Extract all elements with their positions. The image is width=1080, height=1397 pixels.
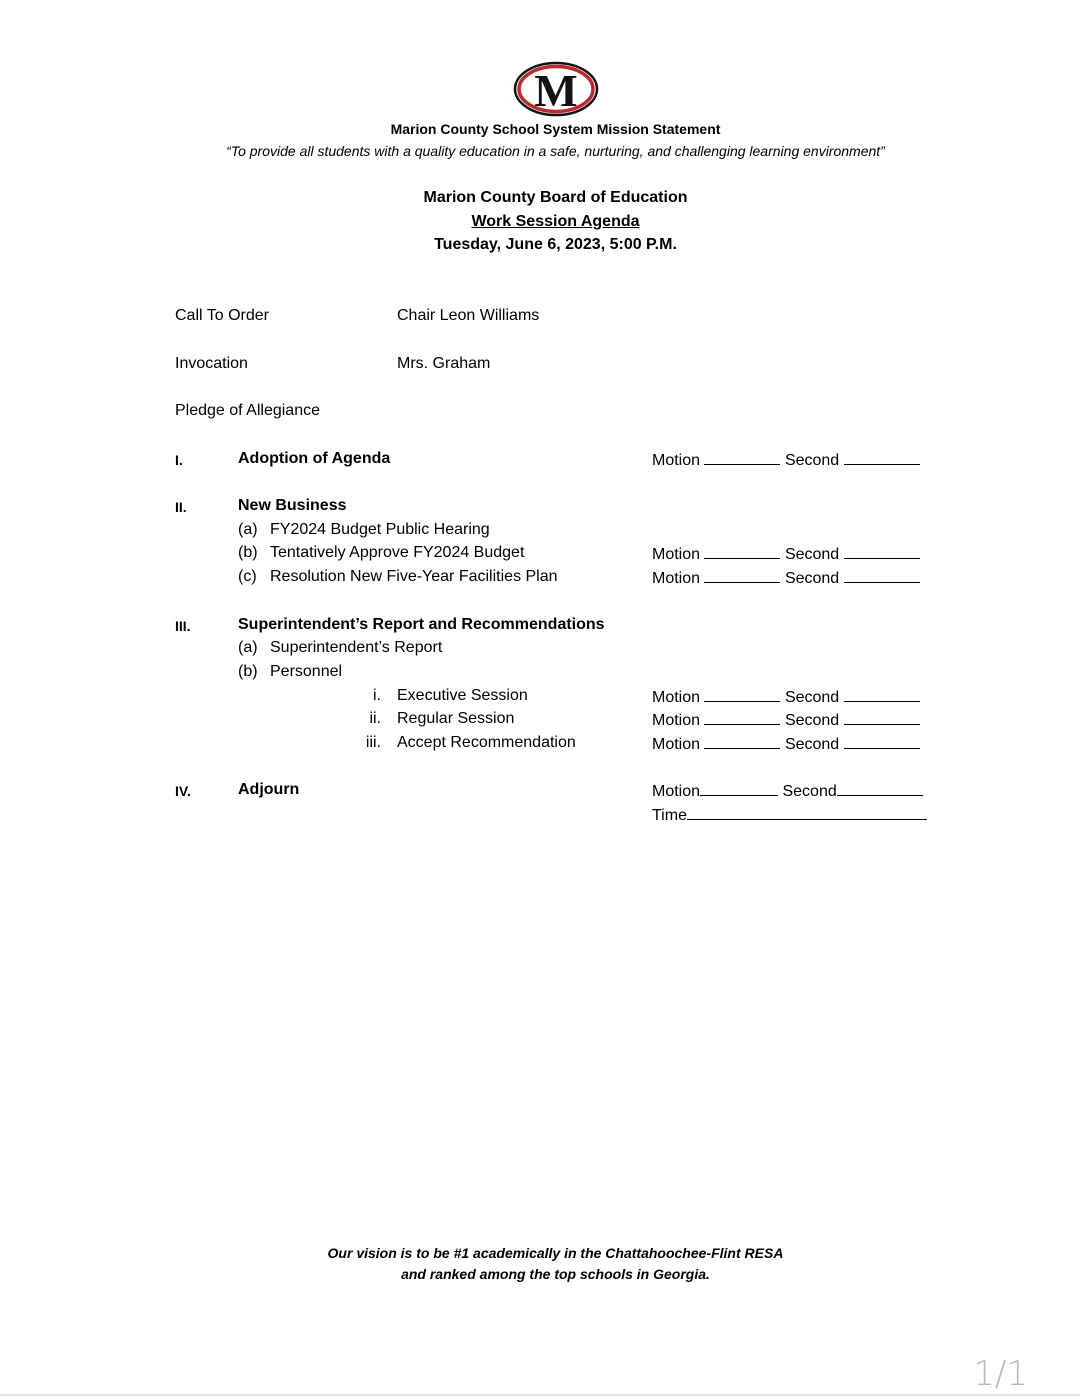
vote-line: Motion Second xyxy=(652,544,920,564)
school-logo xyxy=(513,61,599,117)
subitem-numeral: ii. xyxy=(369,710,381,727)
vision-line-2: and ranked among the top schools in Georgia. xyxy=(401,1266,710,1282)
subitem-executive-session: Executive Session xyxy=(397,687,528,704)
viewer-bottom-divider xyxy=(0,1394,1080,1396)
vote-line: Motion Second xyxy=(652,568,920,588)
call-to-order-person: Chair Leon Williams xyxy=(397,307,540,324)
mission-text: “To provide all students with a quality education in a safe, nurturing, and challenging learning environment” xyxy=(226,143,885,159)
meeting-date: Tuesday, June 6, 2023, 5:00 P.M. xyxy=(434,236,677,253)
vote-line: Motion Second xyxy=(652,450,920,470)
vote-line: Motion Second xyxy=(652,687,920,707)
subitem-regular-session: Regular Session xyxy=(397,710,515,727)
subitem-accept-recommendation: Accept Recommendation xyxy=(397,734,576,751)
item-letter: (b) xyxy=(238,544,258,561)
section-title-adoption: Adoption of Agenda xyxy=(238,450,391,467)
invocation-label: Invocation xyxy=(175,355,248,372)
mission-title: Marion County School System Mission Statement xyxy=(390,121,721,137)
item-personnel: Personnel xyxy=(270,663,343,680)
subitem-numeral: iii. xyxy=(365,734,381,751)
pledge-label: Pledge of Allegiance xyxy=(175,402,320,419)
section-title-new-business: New Business xyxy=(238,497,347,514)
svg-text:M: M xyxy=(534,65,578,116)
board-title: Marion County Board of Education xyxy=(423,189,688,206)
vote-line: Motion Second xyxy=(652,734,920,754)
section-title-adjourn: Adjourn xyxy=(238,781,300,798)
section-numeral: II. xyxy=(175,499,187,515)
call-to-order-label: Call To Order xyxy=(175,307,269,324)
invocation-person: Mrs. Graham xyxy=(397,355,491,372)
section-numeral: IV. xyxy=(175,783,191,799)
item-superintendent-report: Superintendent’s Report xyxy=(270,639,443,656)
item-letter: (a) xyxy=(238,521,258,538)
agenda-title: Work Session Agenda xyxy=(471,213,640,230)
item-budget-hearing: FY2024 Budget Public Hearing xyxy=(270,521,490,538)
item-approve-budget: Tentatively Approve FY2024 Budget xyxy=(270,544,525,561)
section-numeral: III. xyxy=(175,618,191,634)
item-facilities-plan: Resolution New Five-Year Facilities Plan xyxy=(270,568,558,585)
subitem-numeral: i. xyxy=(373,687,381,704)
section-numeral: I. xyxy=(175,452,183,468)
section-title-superintendent: Superintendent’s Report and Recommendations xyxy=(238,616,605,633)
vote-line: Motion Second xyxy=(652,781,923,801)
item-letter: (b) xyxy=(238,663,258,680)
time-line: Time xyxy=(652,805,927,825)
vision-line-1: Our vision is to be #1 academically in the Chattahoochee-Flint RESA xyxy=(327,1245,784,1261)
vote-line: Motion Second xyxy=(652,710,920,730)
item-letter: (a) xyxy=(238,639,258,656)
page-indicator: 1/1 xyxy=(973,1354,1028,1394)
item-letter: (c) xyxy=(238,568,257,585)
